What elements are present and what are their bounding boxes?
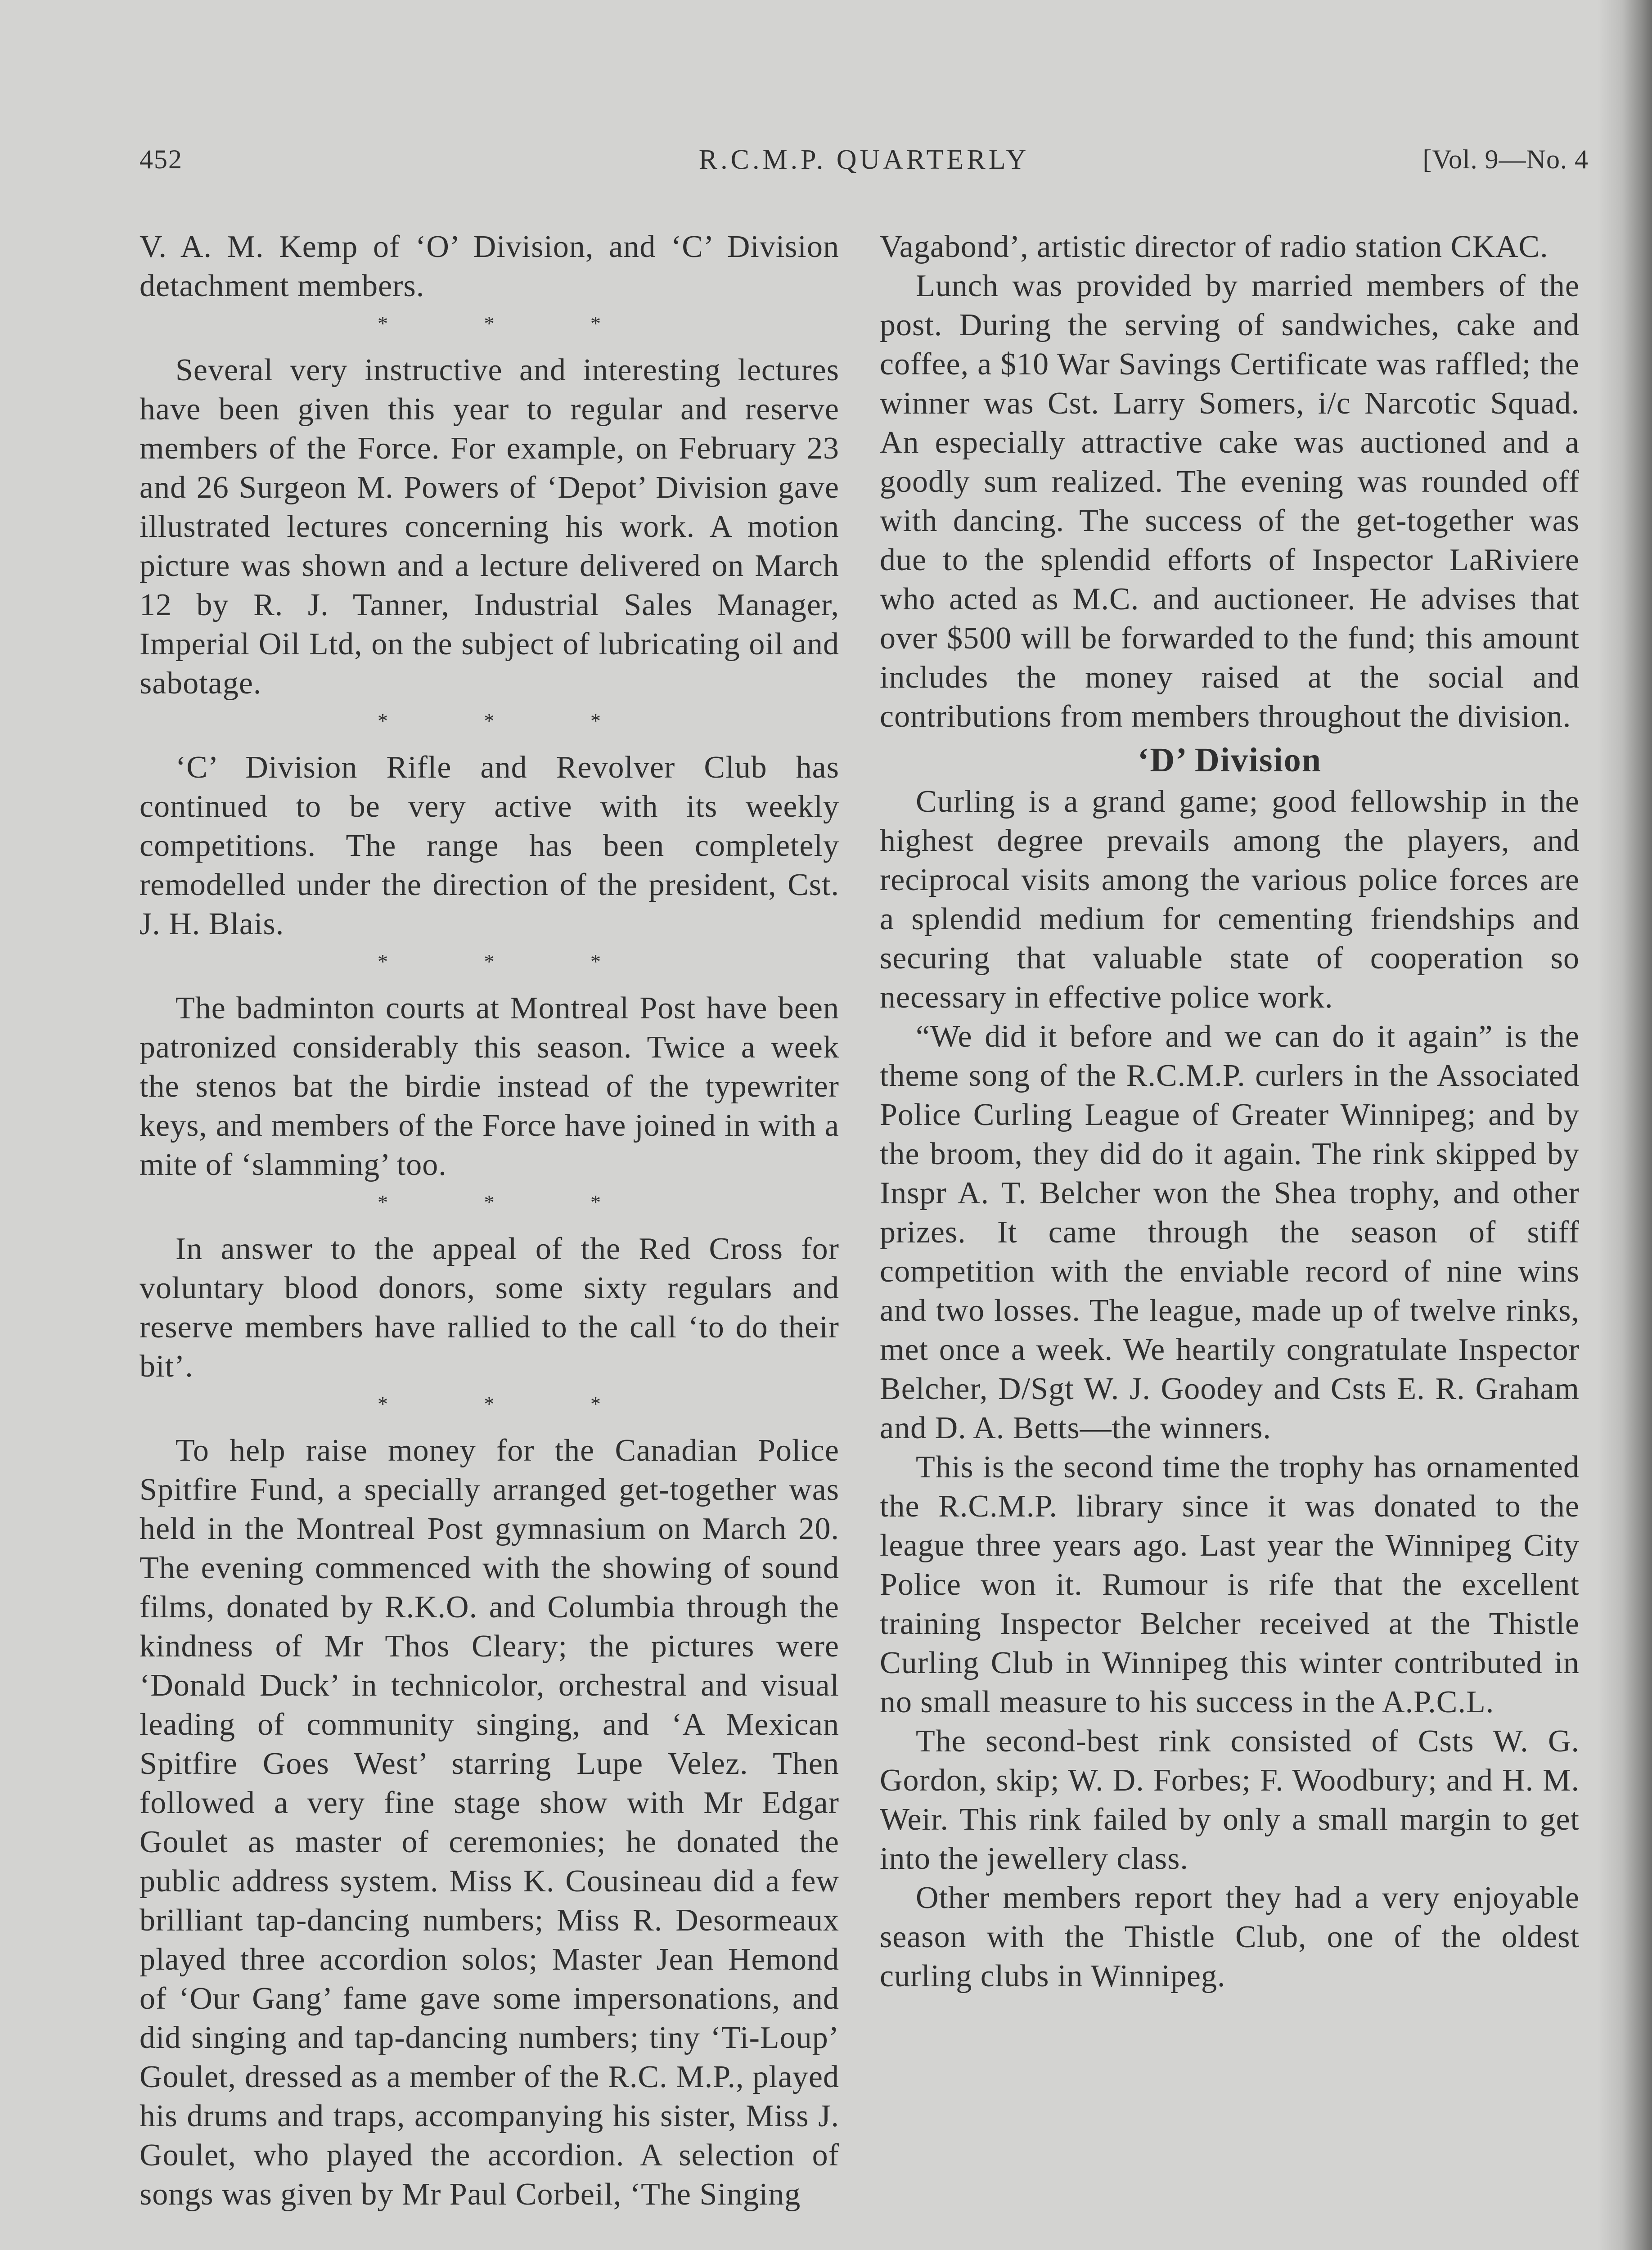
paragraph: In answer to the appeal of the Red Cross for voluntary blood donors, some sixty regulars and reserve members have rallied to the call ‘to do their bit’. xyxy=(140,1232,839,1384)
paragraph: The badminton courts at Montreal Post have been patronized considerably this season. Twice a week the stenos bat the birdie instead of the typewriter keys, and members of the Force have joined in with a mite of ‘slamming’ too. xyxy=(140,991,839,1182)
paragraph: The second-best rink consisted of Csts W. G. Gordon, skip; W. D. Forbes; F. Woodbury; and H. M. Weir. This rink failed by only a small margin to get into the jewellery class. xyxy=(880,1724,1580,1876)
paragraph: Curling is a grand game; good fellowship in the highest degree prevails among the players, and reciprocal visits among the various police forces are a splendid medium for cementing friendships and securing that valuable state of cooperation so necessary in effective police work. xyxy=(880,784,1580,1015)
paragraph: V. A. M. Kemp of ‘O’ Division, and ‘C’ Division detachment members. xyxy=(140,230,839,303)
paragraph: To help raise money for the Canadian Police Spitfire Fund, a specially arranged get-together was held in the Montreal Post gymnasium on March 20. The evening commenced with the showing of sound films, donated by R.K.O. and Columbia through the kindness of Mr Thos Cleary; the pictures were ‘Donald Duck’ in technicolor, orchestral and visual leading of community singing, and ‘A Mexican Spitfire Goes West’ starring Lupe Velez. Then followed a very fine stage show with Mr Edgar Goulet as master of ceremonies; he donated the public address system. Miss K. Cousineau did a few brilliant tap-dancing numbers; Miss R. Desormeaux played three accordion solos; Master Jean Hemond of ‘Our Gang’ fame gave some impersonations, and did singing and tap-dancing numbers; tiny ‘Ti-Loup’ Goulet, dressed as a member of the R.C. M.P., played his drums and traps, accompanying his sister, Miss J. Goulet, who played the accordion. A selection of songs was given by Mr Paul Corbeil, ‘The Singing xyxy=(140,1433,839,2212)
paragraph: Other members report they had a very enjoyable season with the Thistle Club, one of the oldest curling clubs in Winnipeg. xyxy=(880,1881,1580,1994)
running-header xyxy=(140,144,1589,194)
paragraph: Several very instructive and interesting lectures have been given this year to regular and reserve members of the Force. For example, on February 23 and 26 Surgeon M. Powers of ‘Depot’ Division gave illustrated lectures concerning his work. A motion picture was shown and a lecture delivered on March 12 by R. J. Tanner, Industrial Sales Manager, Imperial Oil Ltd, on the subject of lubricating oil and sabotage. xyxy=(140,353,839,701)
journal-title: R.C.M.P. QUARTERLY xyxy=(698,144,1030,175)
section-separator: * * * xyxy=(378,1191,601,1214)
volume-issue: [Vol. 9—No. 4 xyxy=(1422,144,1589,174)
paragraph: Vagabond’, artistic director of radio station CKAC. xyxy=(880,230,1548,264)
section-heading: ‘D’ Division xyxy=(1138,741,1322,779)
left-column xyxy=(140,227,839,2214)
page-edge-shadow xyxy=(1598,0,1652,2250)
section-separator: * * * xyxy=(378,312,601,335)
right-column xyxy=(880,227,1580,1996)
paragraph: “We did it before and we can do it again” is the theme song of the R.C.M.P. curlers in the Associated Police Curling League of Greater Winnipeg; and by the broom, they did do it again. The rink skipped by Inspr A. T. Belcher won the Shea trophy, and other prizes. It came through the season of stiff competition with the enviable record of nine wins and two losses. The league, made up of twelve rinks, met once a week. We heartily congratulate Inspector Belcher, D/Sgt W. J. Goodey and Csts E. R. Graham and D. A. Betts—the winners. xyxy=(880,1019,1580,1445)
paragraph: Lunch was provided by married members of the post. During the serving of sandwiches, cake and coffee, a $10 War Savings Certificate was raffled; the winner was Cst. Larry Somers, i/c Narcotic Squad. An especially attractive cake was auctioned and a goodly sum realized. The evening was rounded off with dancing. The success of the get-together was due to the splendid efforts of Inspector LaRiviere who acted as M.C. and auctioneer. He advises that over $500 will be forwarded to the fund; this amount includes the money raised at the social and contributions from members throughout the division. xyxy=(880,269,1580,734)
section-separator: * * * xyxy=(378,1392,601,1415)
paragraph: ‘C’ Division Rifle and Revolver Club has continued to be very active with its weekly competitions. The range has been completely remodelled under the direction of the president, Cst. J. H. Blais. xyxy=(140,750,839,941)
section-separator: * * * xyxy=(378,950,601,973)
section-separator: * * * xyxy=(378,709,601,732)
paragraph: This is the second time the trophy has ornamented the R.C.M.P. library since it was donated to the league three years ago. Last year the Winnipeg City Police won it. Rumour is rife that the excellent training Inspector Belcher received at the Thistle Curling Club in Winnipeg this winter contributed in no small measure to his success in the A.P.C.L. xyxy=(880,1450,1580,1719)
page-number: 452 xyxy=(140,144,183,174)
